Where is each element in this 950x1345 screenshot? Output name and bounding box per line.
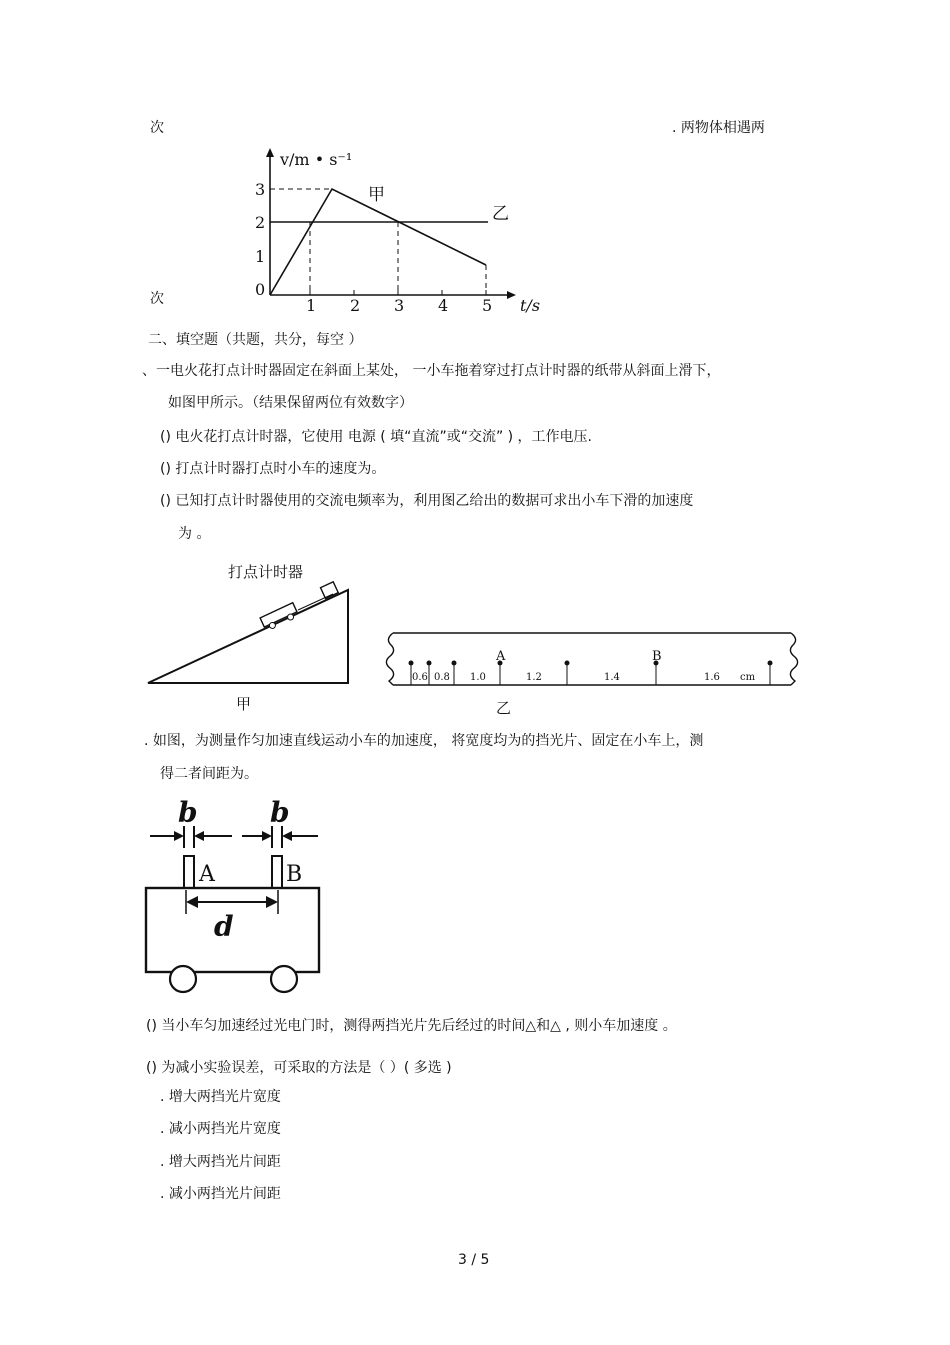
figure-jia-caption: 甲 — [236, 695, 252, 713]
tape-left-edge — [386, 633, 393, 685]
point-b-label: B — [652, 649, 662, 664]
q2-line-2: 得二者间距为。 — [160, 766, 258, 782]
figure-cart-plates — [142, 792, 342, 1002]
figure-yi-tape — [378, 625, 808, 720]
x-tick-3: 3 — [394, 296, 405, 315]
x-axis-label: t/s — [520, 296, 541, 315]
incline — [148, 590, 348, 683]
option-b: . 减小两挡光片宽度 — [160, 1121, 281, 1137]
ci-text-2: 次 — [150, 291, 164, 307]
wheel-right — [271, 966, 297, 992]
q1-line-1: 、一电火花打点计时器固定在斜面上某处， 一小车拖着穿过打点计时器的纸带从斜面上滑下， — [142, 363, 721, 379]
figure-yi-caption: 乙 — [496, 699, 512, 717]
q1-sub-1: () 电火花打点计时器，它使用 电源 ( 填“直流”或“交流” ) ，工作电压. — [160, 429, 593, 445]
plate-b — [272, 856, 282, 888]
y-tick-1: 1 — [255, 247, 266, 266]
ci-text-1: 次 — [150, 120, 164, 136]
vt-graph — [248, 145, 548, 315]
q1-line-2: 如图甲所示。（结果保留两位有效数字） — [168, 395, 413, 411]
series-jia-label: 甲 — [368, 185, 385, 205]
section-heading: 二、填空题（共题，共分，每空 ） — [148, 332, 363, 348]
option-a: . 增大两挡光片宽度 — [160, 1089, 281, 1105]
plate-a-label: A — [199, 862, 215, 887]
x-tick-2: 2 — [350, 296, 361, 315]
x-axis-arrow — [507, 291, 516, 299]
x-tick-4: 4 — [438, 296, 449, 315]
y-tick-3: 3 — [255, 180, 266, 199]
segment-0-6: 0.6 — [412, 672, 428, 683]
q2-sub-2: () 为减小实验误差，可采取的方法是（ ）( 多选 ) — [146, 1060, 452, 1076]
figure-jia-incline — [143, 560, 363, 713]
plate-a — [184, 856, 194, 888]
segment-1-4: 1.4 — [604, 672, 620, 683]
y-axis-label: v/m • s⁻¹ — [280, 150, 353, 169]
paper-tape — [298, 594, 333, 610]
plate-b-label: B — [286, 862, 303, 887]
point-a-label: A — [496, 649, 506, 664]
series-yi-label: 乙 — [492, 204, 509, 224]
segment-0-8: 0.8 — [434, 672, 450, 683]
top-right-text: . 两物体相遇两 — [672, 120, 765, 136]
wheel-left — [170, 966, 196, 992]
option-d: . 减小两挡光片间距 — [160, 1186, 281, 1202]
timer-label: 打点计时器 — [228, 563, 304, 581]
distance-d-label: d — [214, 910, 234, 943]
plate-width-b-left: b — [178, 796, 198, 829]
option-c: . 增大两挡光片间距 — [160, 1154, 281, 1170]
q2-line-1: . 如图，为测量作匀加速直线运动小车的加速度， 将宽度均为的挡光片、固定在小车上，测 — [144, 733, 704, 749]
unit-label: cm — [740, 672, 756, 683]
y-tick-0: 0 — [255, 280, 266, 299]
y-axis-arrow — [266, 148, 274, 157]
segment-1-6: 1.6 — [704, 672, 720, 683]
q1-sub-2: () 打点计时器打点时小车的速度为。 — [160, 461, 386, 477]
tape-right-edge — [790, 633, 797, 685]
segment-1-0: 1.0 — [470, 672, 486, 683]
x-tick-5: 5 — [482, 296, 493, 315]
q1-sub-3: () 已知打点计时器使用的交流电频率为，利用图乙给出的数据可求出小车下滑的加速度 — [160, 493, 694, 509]
x-tick-1: 1 — [306, 296, 317, 315]
plate-width-b-right: b — [270, 796, 290, 829]
page-number: 3 / 5 — [458, 1252, 490, 1268]
q2-sub-1: () 当小车匀加速经过光电门时，测得两挡光片先后经过的时间△和△ , 则小车加速度 。 — [146, 1018, 677, 1034]
y-tick-2: 2 — [255, 213, 266, 232]
segment-1-2: 1.2 — [526, 672, 542, 683]
q1-sub-3b: 为 。 — [178, 526, 211, 542]
